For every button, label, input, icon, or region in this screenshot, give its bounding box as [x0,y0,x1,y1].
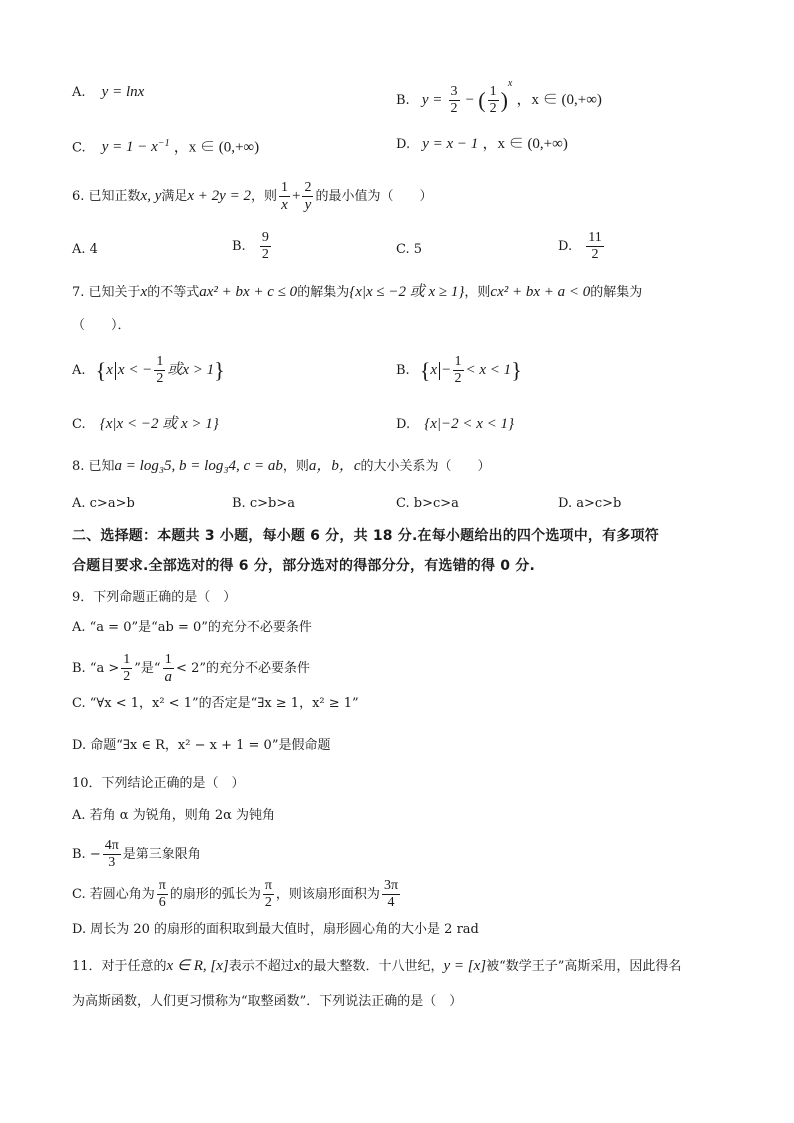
option-label: D. [396,137,411,152]
q6-stem-mid2: ，则 [250,189,277,204]
q6-stem-mid: 满足 [161,189,188,204]
option-label: D. [558,239,573,254]
q7-inequality-2: cx² + bx + a < 0 [490,284,591,300]
q7-option-b [396,354,522,387]
q9-b-frac1 [121,652,132,685]
section2-line1: 二、选择题：本题共 3 小题，每小题 6 分，共 18 分.在每小题给出的四个选项中，有多项符 [72,528,659,544]
denominator: 2 [264,895,272,910]
q7-option-c [72,414,219,435]
set-bar [115,362,116,380]
q7-stem-mid2: 的解集为 [297,285,350,300]
q10-option-b [72,838,201,871]
q8-stem-post: 的大小关系为（ ） [360,459,491,474]
q7-stem [72,282,642,303]
q7-a-frac [154,354,165,387]
numerator: 1 [164,652,172,667]
q11-line1 [72,956,681,977]
denominator: 2 [261,247,269,262]
set-bar [439,362,440,380]
q5-b-lhs: y = [421,92,443,108]
option-label: A. [72,85,86,100]
denominator: 3 [108,855,116,870]
set-post: 或x > 1 [167,362,215,378]
q10-option-c [72,878,402,911]
q8-option-d: D. a>c>b [558,496,622,511]
numerator: 1 [280,180,288,195]
set-ineq: x < − [117,362,153,378]
brace-open: { [419,357,431,383]
q9-option-d: D. 命题“∃x ∈ R，x² − x + 1 = 0”是假命题 [72,738,331,753]
denominator: 2 [450,101,458,116]
option-label: D. [396,417,411,432]
option-label: A. [72,363,86,378]
denominator: a [164,669,173,685]
denominator: 2 [123,669,131,684]
q6-option-b [232,230,273,263]
q7-option-d [396,414,514,435]
q11-post: 被“数学王子”高斯采用，因此得名 [486,959,682,974]
q5-c-domain: ，x ∈ (0,+∞) [173,139,260,156]
q10-c-pre: C. 若圆心角为 [72,887,155,902]
numerator: 2 [304,180,312,195]
q11-mid2: 的最大整数．十八世纪， [300,959,444,974]
numerator: 3π [383,878,399,893]
q11-mid: 表示不超过 [228,959,294,974]
option-label: B. [396,363,410,378]
q6-frac2 [302,180,313,213]
q7-solution-set: {x|x ≤ −2 或 x ≥ 1} [349,284,465,300]
q10-b-post: 是第三象限角 [122,847,201,862]
q9-b-post: < 2”的充分不必要条件 [176,661,310,676]
q7-stem-pre: 7. 已知关于 [72,285,141,300]
q10-b-frac [103,838,121,871]
option-label: B. [396,93,410,108]
set-post: < x < 1 [465,362,512,378]
q9-b-mid: ”是“ [134,661,161,676]
numerator: 9 [261,230,269,245]
q8-expr: a = log₃5, b = log₃4, c = ab [114,458,283,474]
q5-a-expr: y = lnx [101,84,145,100]
q5-b-domain: ，x ∈ (0,+∞) [516,92,602,108]
q8-option-a: A. c>a>b [72,496,135,511]
q6-vars: x, y [140,188,162,204]
q10-c-mid2: ，则该扇形面积为 [275,887,380,902]
numerator: π [264,878,272,893]
q6-stem-pre: 6. 已知正数 [72,189,141,204]
numerator: 11 [588,230,602,245]
numerator: π [158,878,166,893]
option-label: C. [72,417,86,432]
q10-b-pre: B. − [72,847,101,862]
q9-b-pre: B. “a > [72,661,120,676]
q5-c-expr: y = 1 − x [101,139,158,156]
q9-option-b [72,652,310,685]
denominator: 4 [387,895,395,910]
brace-open: { [95,357,107,383]
q7-b-frac [453,354,464,387]
numerator: 1 [454,354,462,369]
q5-d-expr: y = x − 1 [422,136,479,152]
denominator: 2 [156,371,164,386]
q7-paren: （ ）． [72,318,131,333]
exponent: x [507,78,513,89]
q5-d-domain: ，x ∈ (0,+∞) [482,136,568,152]
brace-close: } [214,357,225,383]
brace-close: } [511,357,522,383]
q9-option-c: C. “∀x < 1，x² < 1”的否定是“∃x ≥ 1，x² ≥ 1” [72,696,359,711]
q9-stem: 9．下列命题正确的是（ ） [72,590,237,605]
exponent: −1 [157,138,170,149]
set-var: x [430,362,438,378]
plus-sign: + [291,188,301,204]
q7-stem-mid: 的不等式 [147,285,200,300]
q11-pre: 11．对于任意的 [72,959,167,974]
section2-line2: 合题目要求.全部选对的得 6 分，部分选对的得部分分，有选错的得 0 分. [72,558,536,574]
denominator: 2 [591,247,599,262]
q6-frac1 [279,180,290,213]
q5-b-frac1 [449,84,460,117]
q5-option-b [396,74,602,117]
q8-option-c: C. b>c>a [396,496,459,511]
q11-expr: x ∈ R, [x] [166,958,229,974]
q10-c-frac2 [263,878,274,911]
q7-c-set: {x|x < −2 或 x > 1} [99,416,219,432]
q10-c-mid: 的扇形的弧长为 [169,887,261,902]
option-label: C. [72,140,86,156]
denominator: x [281,197,288,213]
q6-condition: x + 2y = 2 [187,188,251,204]
denominator: 2 [454,371,462,386]
q10-stem: 10．下列结论正确的是（ ） [72,776,245,791]
q7-d-set: {x|−2 < x < 1} [424,416,515,432]
denominator: y [304,197,312,213]
q6-stem-post: 的最小值为（ ） [315,189,433,204]
numerator: 1 [123,652,131,667]
q6-option-d [558,230,606,263]
q5-option-d [396,134,568,155]
option-label: B. [232,239,246,254]
numerator: 3 [450,84,458,99]
q6-stem [72,180,432,213]
set-var: x [106,362,113,378]
numerator: 4π [104,838,119,853]
numerator: 1 [489,84,497,99]
paren-close: ) [500,87,508,113]
q7-stem-post: 的解集为 [590,285,643,300]
denominator: 6 [158,895,166,910]
q7-inequality: ax² + bx + c ≤ 0 [199,284,298,300]
q8-stem-pre: 8. 已知 [72,459,115,474]
q5-option-c [72,134,259,158]
q6-option-c: C. 5 [396,242,423,257]
q11-line2: 为高斯函数，人们更习惯称为“取整函数”．下列说法正确的是（ ） [72,994,463,1009]
q6-b-frac [260,230,271,263]
q9-option-a: A. “a = 0”是“ab = 0”的充分不必要条件 [72,620,312,635]
q10-option-d: D. 周长为 20 的扇形的面积取到最大值时，扇形圆心角的大小是 2 rad [72,922,479,937]
set-ineq: − [442,362,451,378]
q8-option-b: B. c>b>a [232,496,295,511]
q7-var: x [140,284,148,300]
q11-expr2: y = [x] [443,958,487,974]
q10-c-frac3 [382,878,400,911]
numerator: 1 [156,354,164,369]
q10-option-a: A. 若角 α 为锐角，则角 2α 为钝角 [72,808,276,823]
denominator: 2 [489,101,497,116]
q7-stem-mid3: ，则 [464,285,491,300]
q11-var: x [293,958,301,974]
q6-d-frac [586,230,603,263]
q9-b-frac2 [163,652,175,685]
minus-sign: − [465,92,475,108]
q6-option-a: A. 4 [72,242,98,257]
q7-option-a [72,354,225,387]
q8-stem-mid: ，则 [282,459,309,474]
q8-vars: a，b，c [308,458,361,474]
q5-option-a [72,82,144,103]
q8-stem [72,456,491,477]
q5-b-frac2 [488,84,499,117]
paren-open: ( [478,87,486,113]
q10-c-frac1 [157,878,168,911]
